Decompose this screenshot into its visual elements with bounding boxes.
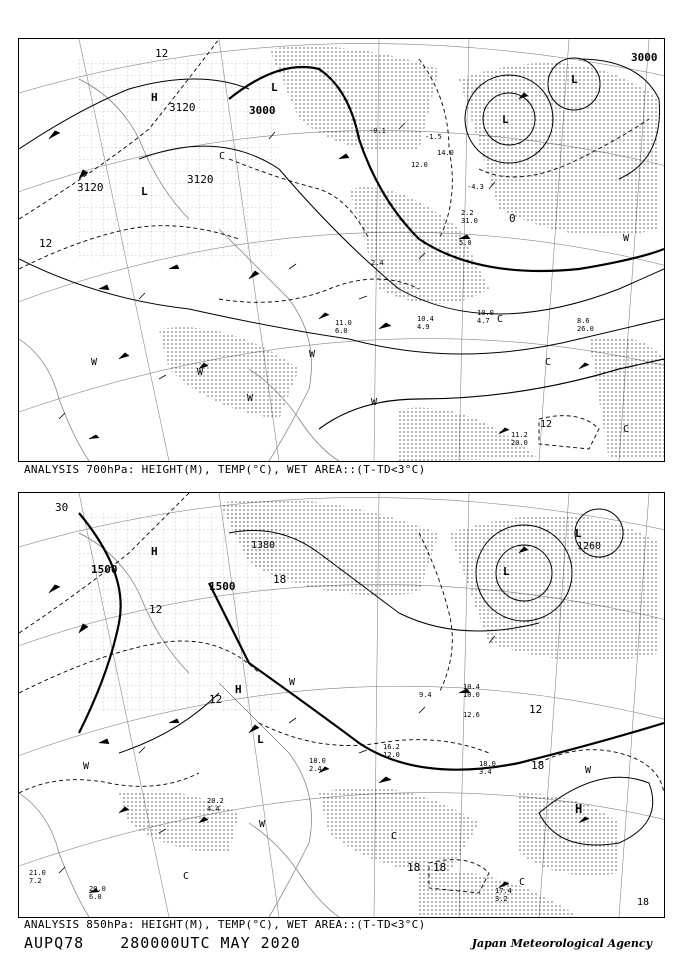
station-value: 26.0 <box>577 325 594 333</box>
temp-label: 30 <box>55 501 69 514</box>
temp-label: 12 <box>529 703 543 716</box>
bulletin-id: AUPQ78 <box>24 934 85 952</box>
temp-label: W <box>623 233 630 244</box>
station-value: 12.6 <box>463 711 480 719</box>
caption-700hpa: ANALYSIS 700hPa: HEIGHT(M), TEMP(°C), WET AREA::(T-TD<3°C) <box>24 463 426 476</box>
analysis-map-700hpa <box>18 38 665 462</box>
map-700-canvas <box>19 39 664 461</box>
height-label: 3000 <box>631 51 658 64</box>
temp-label: 12 <box>540 419 553 430</box>
station-value: 17.4 <box>495 887 512 895</box>
temp-label: 12 <box>149 603 163 616</box>
station-value: 14.0 <box>437 149 454 157</box>
bulletin-datetime: 280000UTC MAY 2020 <box>120 934 301 952</box>
station-value: 11.0 <box>335 319 352 327</box>
height-label: 1500 <box>91 563 118 576</box>
station-value: 3.4 <box>479 768 492 776</box>
temp-label: C <box>545 357 552 368</box>
station-value: 6.0 <box>335 327 348 335</box>
caption-850hpa: ANALYSIS 850hPa: HEIGHT(M), TEMP(°C), WET AREA::(T-TD<3°C) <box>24 918 426 931</box>
low-pressure-marker: L <box>571 73 578 86</box>
station-value: 10.0 <box>477 309 494 317</box>
station-value: 6.0 <box>89 893 102 901</box>
station-value: 5.0 <box>459 239 472 247</box>
high-pressure-marker: H <box>235 683 242 696</box>
temp-label: W <box>289 677 296 688</box>
station-value: 9.4 <box>419 691 432 699</box>
temp-label: C <box>183 871 190 882</box>
temp-label: W <box>585 765 592 776</box>
station-value: -1.5 <box>425 133 442 141</box>
temp-label: 18 <box>273 573 287 586</box>
height-label: 3120 <box>187 173 214 186</box>
station-value: 2.4 <box>309 765 322 773</box>
temp-label: 18 <box>433 861 447 874</box>
temp-label: C <box>519 877 526 888</box>
temp-label: W <box>371 397 378 408</box>
temp-label: C <box>623 424 630 435</box>
analysis-map-850hpa <box>18 492 665 918</box>
low-pressure-marker: L <box>503 565 510 578</box>
high-pressure-marker: H <box>575 802 583 816</box>
station-value: 20.0 <box>511 439 528 447</box>
station-value: 20.2 <box>207 797 224 805</box>
bulletin-header <box>24 934 327 952</box>
height-label: 3000 <box>249 104 276 117</box>
station-value: 21.0 <box>29 869 46 877</box>
height-label: 3120 <box>169 101 196 114</box>
temp-label: 0 <box>509 212 516 225</box>
station-value: -0.1 <box>369 127 386 135</box>
station-value: 18.0 <box>479 760 496 768</box>
agency-name: Japan Meteorological Agency <box>471 937 652 950</box>
station-value: -4.3 <box>467 183 484 191</box>
high-pressure-marker: H <box>151 545 158 558</box>
temp-label: W <box>247 393 254 404</box>
station-value: 10.0 <box>463 691 480 699</box>
station-value: 7.2 <box>29 877 42 885</box>
temp-label: C <box>497 314 504 325</box>
low-pressure-marker: L <box>141 185 148 198</box>
temp-label: W <box>197 367 204 378</box>
temp-label: 12 <box>39 237 53 250</box>
station-value: 2.4 <box>371 259 384 267</box>
station-value: 4.9 <box>417 323 430 331</box>
temp-label: 18 <box>531 759 545 772</box>
temp-label: 18 <box>637 897 650 908</box>
station-value: 31.0 <box>461 217 478 225</box>
high-pressure-marker: H <box>151 91 158 104</box>
temp-label: W <box>91 357 98 368</box>
low-pressure-marker: L <box>257 733 264 746</box>
low-pressure-marker: L <box>502 113 509 126</box>
station-value: 18.0 <box>309 757 326 765</box>
station-value: 12.0 <box>411 161 428 169</box>
temp-label: W <box>83 761 90 772</box>
station-value: 16.2 <box>383 743 400 751</box>
station-value: 4.4 <box>207 805 220 813</box>
temp-label: 12 <box>155 47 169 60</box>
low-pressure-marker: L <box>575 527 582 540</box>
temp-label: W <box>259 819 266 830</box>
station-value: 20.0 <box>89 885 106 893</box>
height-label: 1500 <box>209 580 236 593</box>
station-value: 8.6 <box>577 317 590 325</box>
temp-label: W <box>309 349 316 360</box>
temp-label: C <box>219 151 226 162</box>
station-value: 3.2 <box>495 895 508 903</box>
station-value: 12.0 <box>383 751 400 759</box>
low-pressure-marker: L <box>271 81 278 94</box>
station-value: 11.2 <box>511 431 528 439</box>
height-label: 1380 <box>251 540 276 551</box>
temp-label: C <box>391 831 398 842</box>
temp-label: 12 <box>209 693 223 706</box>
map-850-canvas <box>19 493 664 917</box>
station-value: 10.4 <box>463 683 480 691</box>
temp-label: 18 <box>407 861 421 874</box>
height-label: 3120 <box>77 181 104 194</box>
station-value: 10.4 <box>417 315 434 323</box>
station-value: 2.2 <box>461 209 474 217</box>
station-value: 4.7 <box>477 317 490 325</box>
height-label: 1260 <box>577 541 602 552</box>
